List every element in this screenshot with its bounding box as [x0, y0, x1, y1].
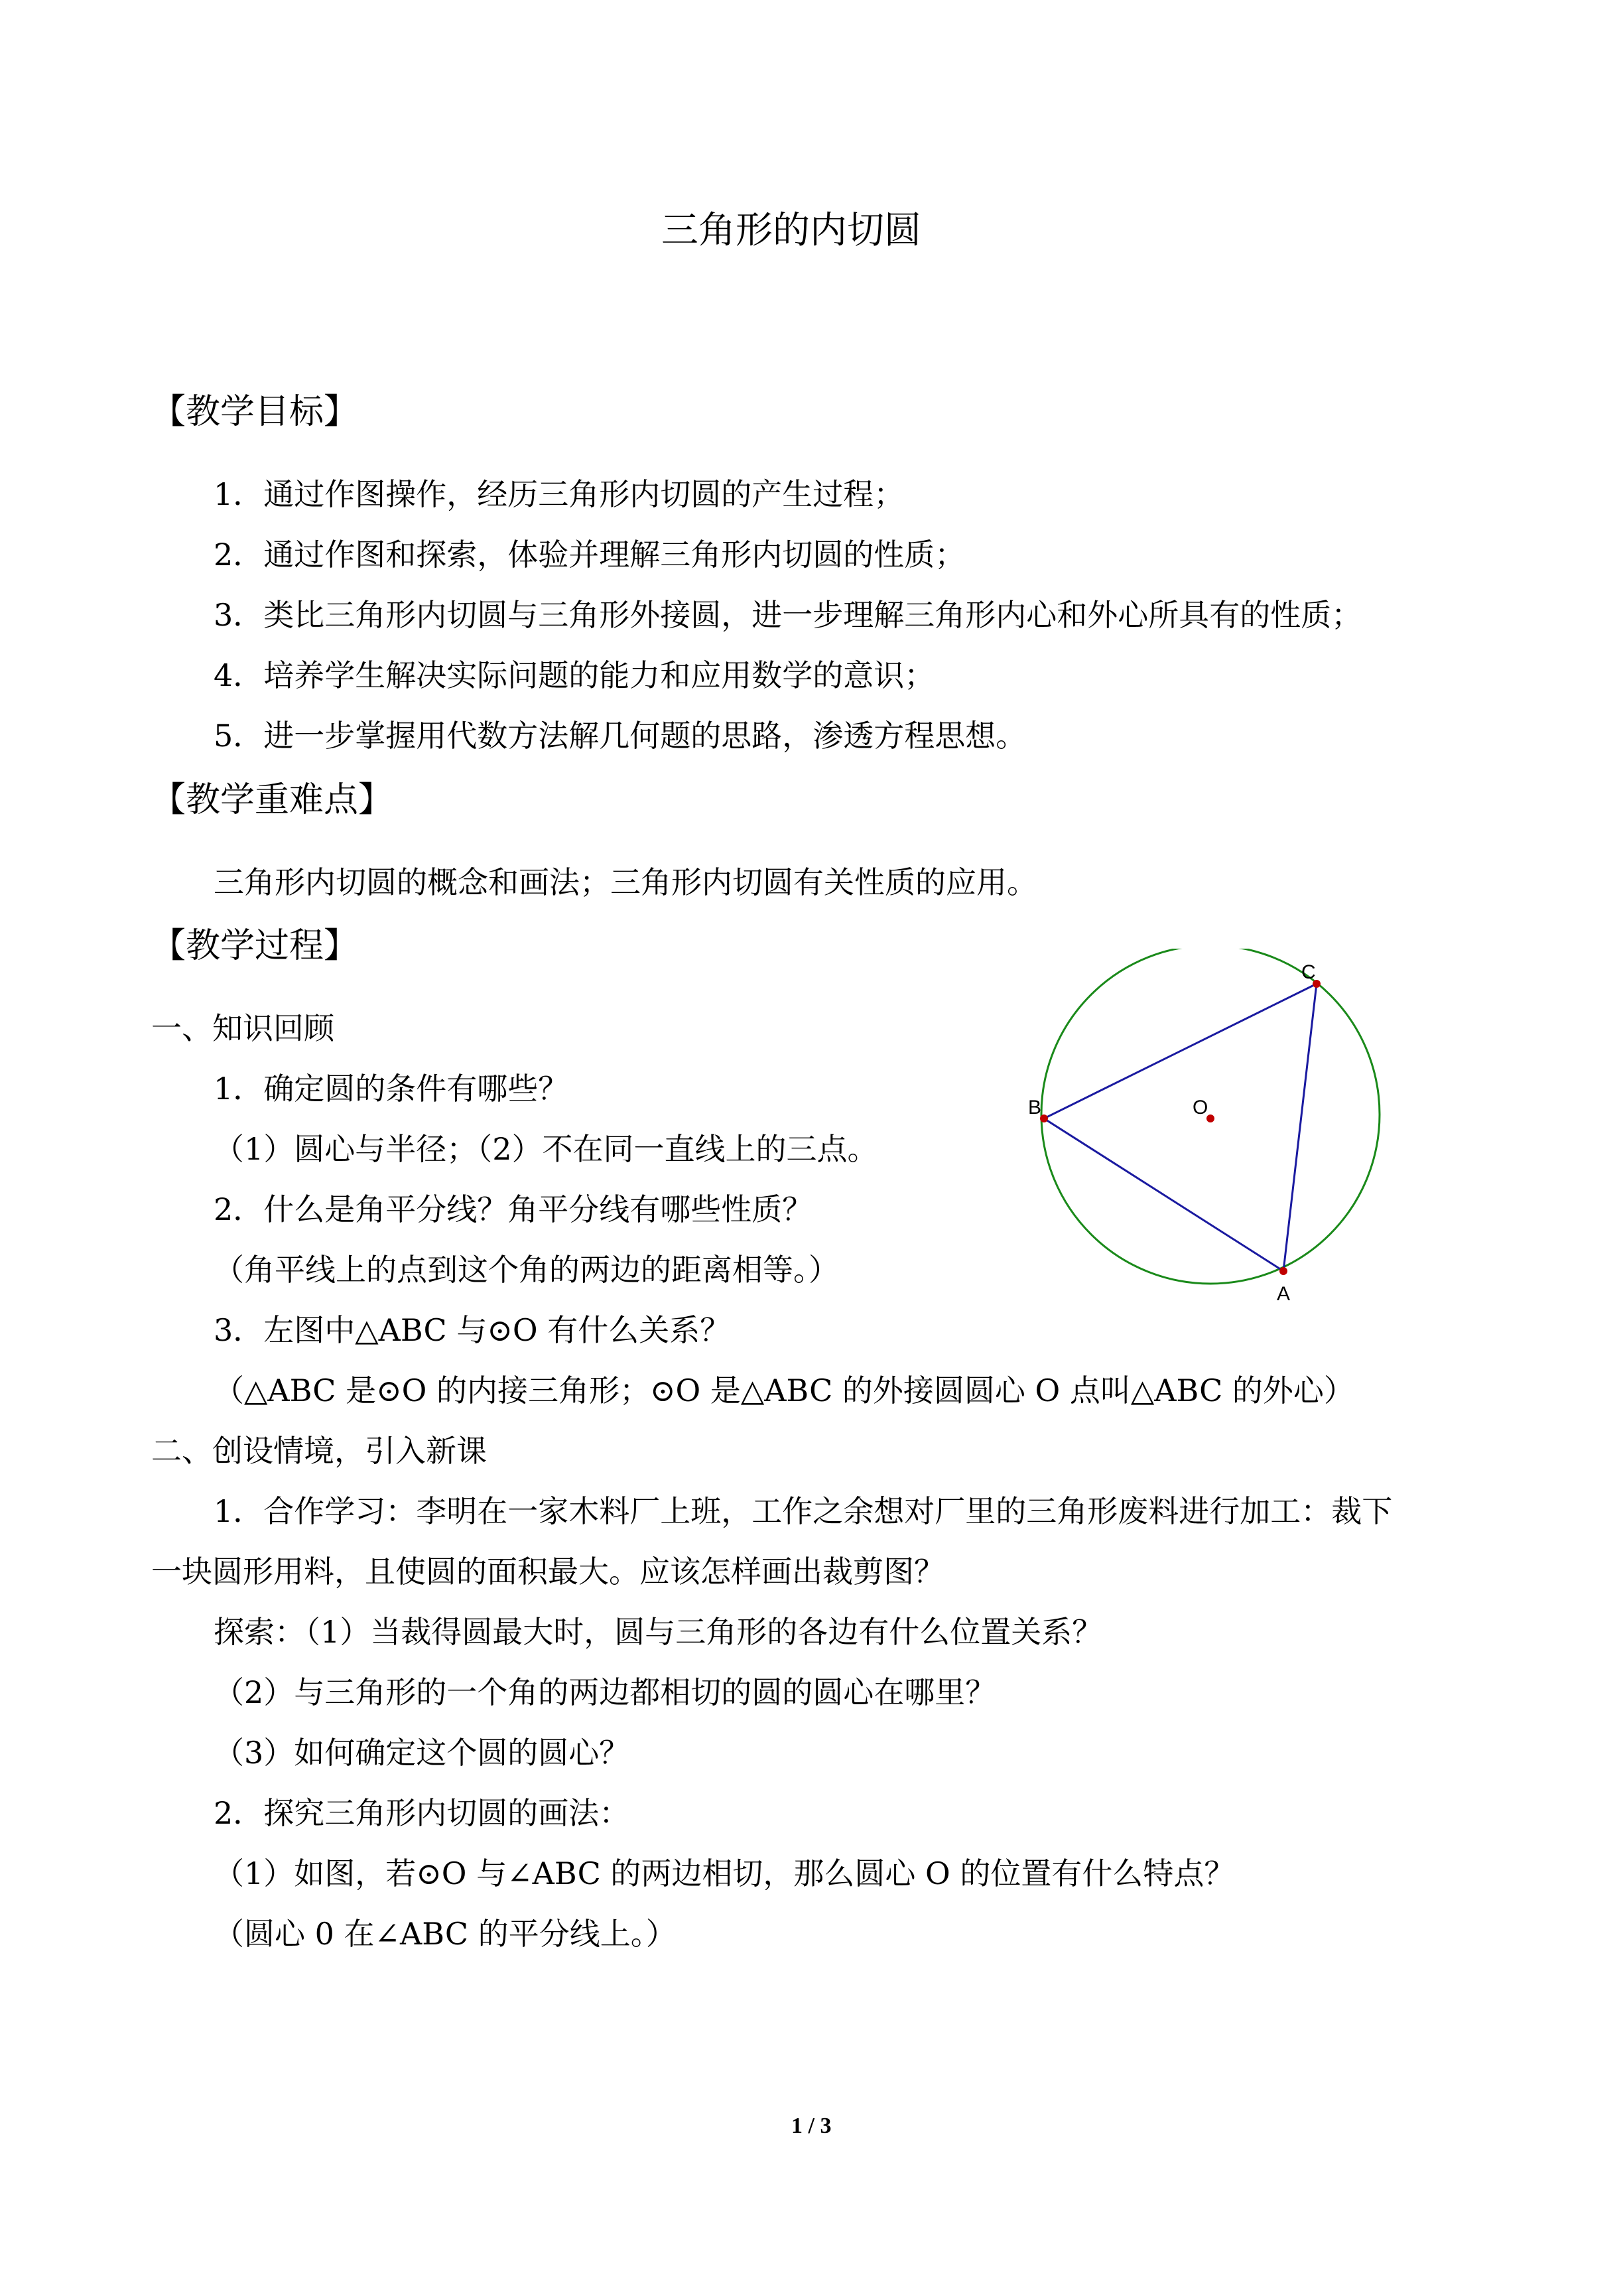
- page-title: 三角形的内切圆: [661, 209, 921, 252]
- part1-title: 一、知识回顾: [151, 1010, 334, 1046]
- part2-line-7: （1）如图，若⊙O 与∠ABC 的两边相切，那么圆心 O 的位置有什么特点？: [214, 1856, 1235, 1891]
- label-c: C: [1301, 961, 1316, 983]
- circumcircle-figure: [1018, 949, 1390, 1320]
- part2-line-3: 探索：（1）当裁得圆最大时，圆与三角形的各边有什么位置关系？: [214, 1614, 1103, 1650]
- difficulties-text: 三角形内切圆的概念和画法；三角形内切圆有关性质的应用。: [214, 864, 1037, 900]
- goal-item-1: 1．通过作图操作，经历三角形内切圆的产生过程；: [214, 476, 905, 512]
- part1-line-4: （角平线上的点到这个角的两边的距离相等。）: [214, 1252, 839, 1288]
- label-a: A: [1277, 1283, 1291, 1305]
- process-heading: 【教学过程】: [151, 926, 359, 966]
- goal-item-4: 4．培养学生解决实际问题的能力和应用数学的意识；: [214, 657, 935, 693]
- difficulties-heading: 【教学重难点】: [151, 780, 393, 820]
- point-a: [1279, 1267, 1287, 1275]
- part2-line-4: （2）与三角形的一个角的两边都相切的圆的圆心在哪里？: [214, 1674, 996, 1710]
- part2-line-2: 一块圆形用料，且使圆的面积最大。应该怎样画出裁剪图？: [151, 1554, 944, 1589]
- part2-line-1: 1．合作学习：李明在一家木料厂上班，工作之余想对厂里的三角形废料进行加工：裁下: [214, 1493, 1393, 1529]
- part2-title: 二、创设情境，引入新课: [151, 1433, 487, 1469]
- part2-line-5: （3）如何确定这个圆的圆心？: [214, 1735, 630, 1771]
- part1-line-2: （1）圆心与半径；（2）不在同一直线上的三点。: [214, 1131, 878, 1167]
- goals-heading: 【教学目标】: [151, 392, 359, 432]
- goal-item-2: 2．通过作图和探索，体验并理解三角形内切圆的性质；: [214, 537, 966, 573]
- page-number: 1 / 3: [791, 2114, 832, 2138]
- goal-item-3: 3．类比三角形内切圆与三角形外接圆，进一步理解三角形内心和外心所具有的性质；: [214, 597, 1362, 633]
- part1-line-6: （△ABC 是⊙O 的内接三角形；⊙O 是△ABC 的外接圆圆心 O 点叫△ABC 的外心）: [214, 1373, 1354, 1408]
- part1-line-1: 1．确定圆的条件有哪些？: [214, 1071, 569, 1107]
- goal-item-5: 5．进一步掌握用代数方法解几何题的思路，渗透方程思想。: [214, 718, 1027, 754]
- part1-line-3: 2．什么是角平分线？角平分线有哪些性质？: [214, 1191, 813, 1227]
- part2-line-8: （圆心 0 在∠ABC 的平分线上。）: [214, 1916, 677, 1952]
- label-o: O: [1193, 1097, 1208, 1118]
- part2-line-6: 2．探究三角形内切圆的画法：: [214, 1795, 630, 1831]
- part1-line-5: 3．左图中△ABC 与⊙O 有什么关系？: [214, 1312, 731, 1348]
- label-b: B: [1028, 1097, 1042, 1118]
